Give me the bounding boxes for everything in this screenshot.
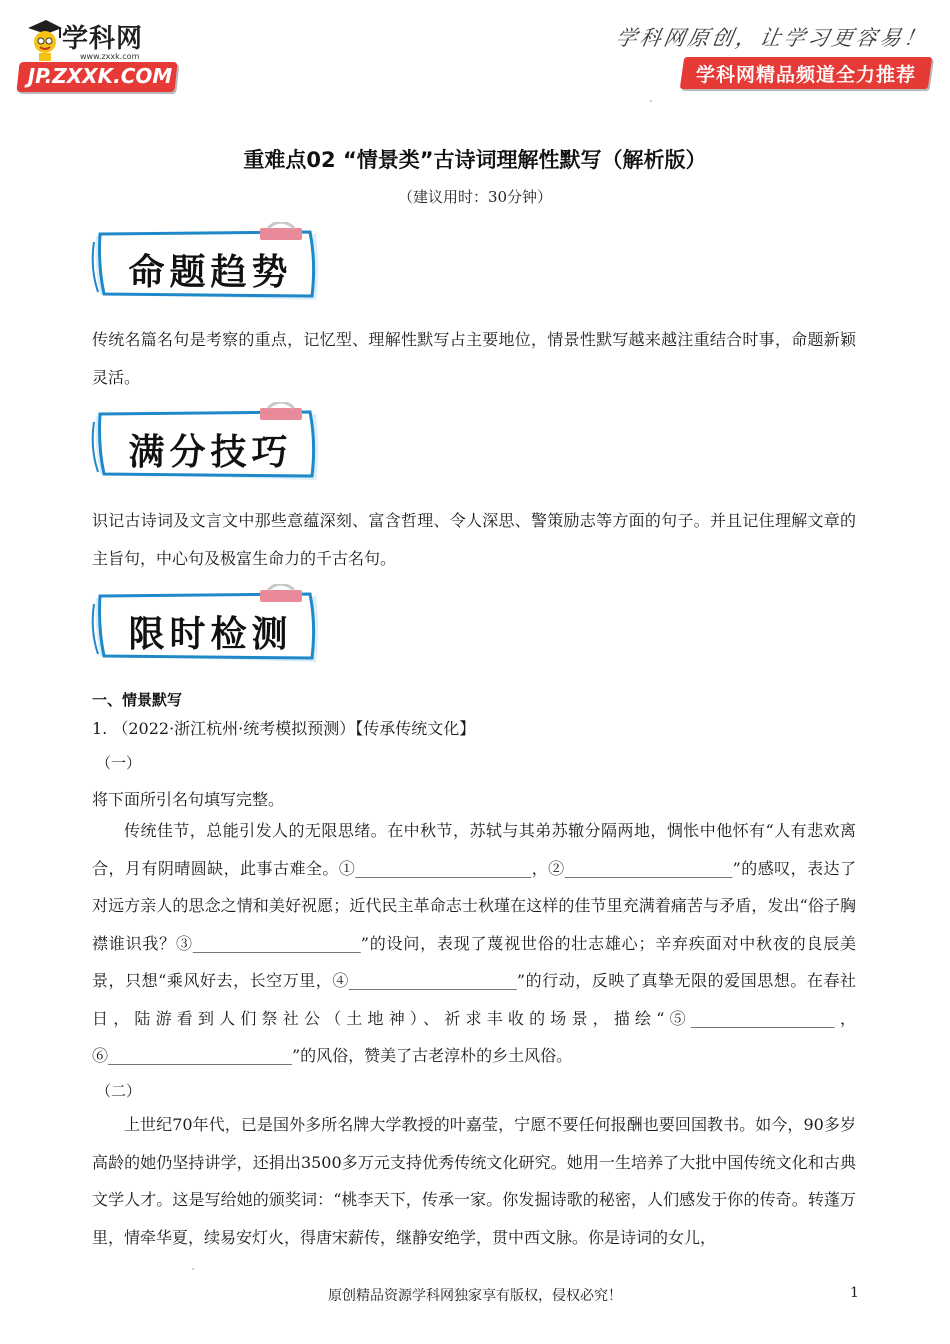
mascot-icon bbox=[24, 16, 64, 62]
banner-label: 命题趋势 bbox=[128, 251, 293, 293]
logo-text: 学科网 bbox=[62, 24, 144, 54]
banner-label: 满分技巧 bbox=[128, 431, 293, 473]
part-two-paragraph: 上世纪70年代，已是国外多所名牌大学教授的叶嘉莹，宁愿不要任何报酬也要回国教书。如今，90多岁高龄的她仍坚持讲学，还捐出3500多万元支持优秀传统文化研究。她用一生培养了大批中国传统文化和古典文学人才。这是写给她的颁奖词：“桃李天下，传承一家。你发掘诗歌的秘密，人们感发于你的传奇。转蓬万里，情牵华夏，续易安灯火，得唐宋薪传，继静安绝学，贯中西文脉。你是诗词的女儿， bbox=[92, 1115, 856, 1247]
speck bbox=[192, 1268, 194, 1270]
footer-copyright: 原创精品资源学科网独家享有版权，侵权必究！ bbox=[328, 1288, 622, 1304]
logo-badge-text: JP.ZXXK.COM bbox=[27, 64, 173, 88]
speck bbox=[650, 100, 652, 102]
question-source: 1. （2022·浙江杭州·统考模拟预测）【传承传统文化】 bbox=[92, 719, 476, 738]
banner-label: 限时检测 bbox=[128, 613, 293, 655]
site-logo[interactable] bbox=[18, 14, 188, 98]
part-two-label: （二） bbox=[96, 1082, 142, 1100]
trend-paragraph: 传统名篇名句是考察的重点，记忆型、理解性默写占主要地位，情景性默写越来越注重结合时事，命题新颖灵活。 bbox=[92, 330, 856, 387]
page-number: 1 bbox=[850, 1285, 859, 1301]
exercise-heading: 一、情景默写 bbox=[92, 691, 183, 709]
instruction-text: 将下面所引名句填写完整。 bbox=[92, 790, 285, 809]
section-banner-skills bbox=[90, 402, 322, 484]
section-banner-trend bbox=[90, 222, 322, 304]
site-slogan: 学科网原创，让学习更容易！ bbox=[613, 26, 930, 50]
section-banner-test bbox=[90, 584, 322, 666]
document-title: 重难点02 “情景类”古诗词理解性默写（解析版） bbox=[243, 148, 707, 172]
recommend-badge-text: 学科网精品频道全力推荐 bbox=[695, 64, 916, 86]
part-one-paragraph: 传统佳节，总能引发人的无限思绪。在中秋节，苏轼与其弟苏辙分隔两地，惆怅中他怀有“人有悲欢离合，月有阴晴圆缺，此事古难全。①______________________，②_____________________”的感叹，表达了对远方亲人的思念之情和美好祝愿；近代民主革命志士秋瑾在这样的佳节里充满着痛苦与矛盾，发出“俗子胸襟谁识我？③_____________________”的设问，表现了蔑视世俗的壮志雄心；辛弃疾面对中秋夜的良辰美景，只想“乘风好去，长空万里，④_____________________”的行动，反映了真挚无限的爱国思想。在春社日，陆游看到人们祭社公（土地神）、祈求丰收的场景，描绘“⑤__________________，⑥_______________________”的风俗，赞美了古老淳朴的乡土风俗。 bbox=[92, 821, 856, 1065]
logo-url: www.zxxk.com bbox=[80, 52, 140, 61]
document-subtitle: （建议用时：30分钟） bbox=[397, 188, 553, 206]
skills-paragraph: 识记古诗词及文言文中那些意蕴深刻、富含哲理、令人深思、警策励志等方面的句子。并且记住理解文章的主旨句，中心句及极富生命力的千古名句。 bbox=[92, 511, 856, 568]
part-one-label: （一） bbox=[96, 754, 142, 772]
